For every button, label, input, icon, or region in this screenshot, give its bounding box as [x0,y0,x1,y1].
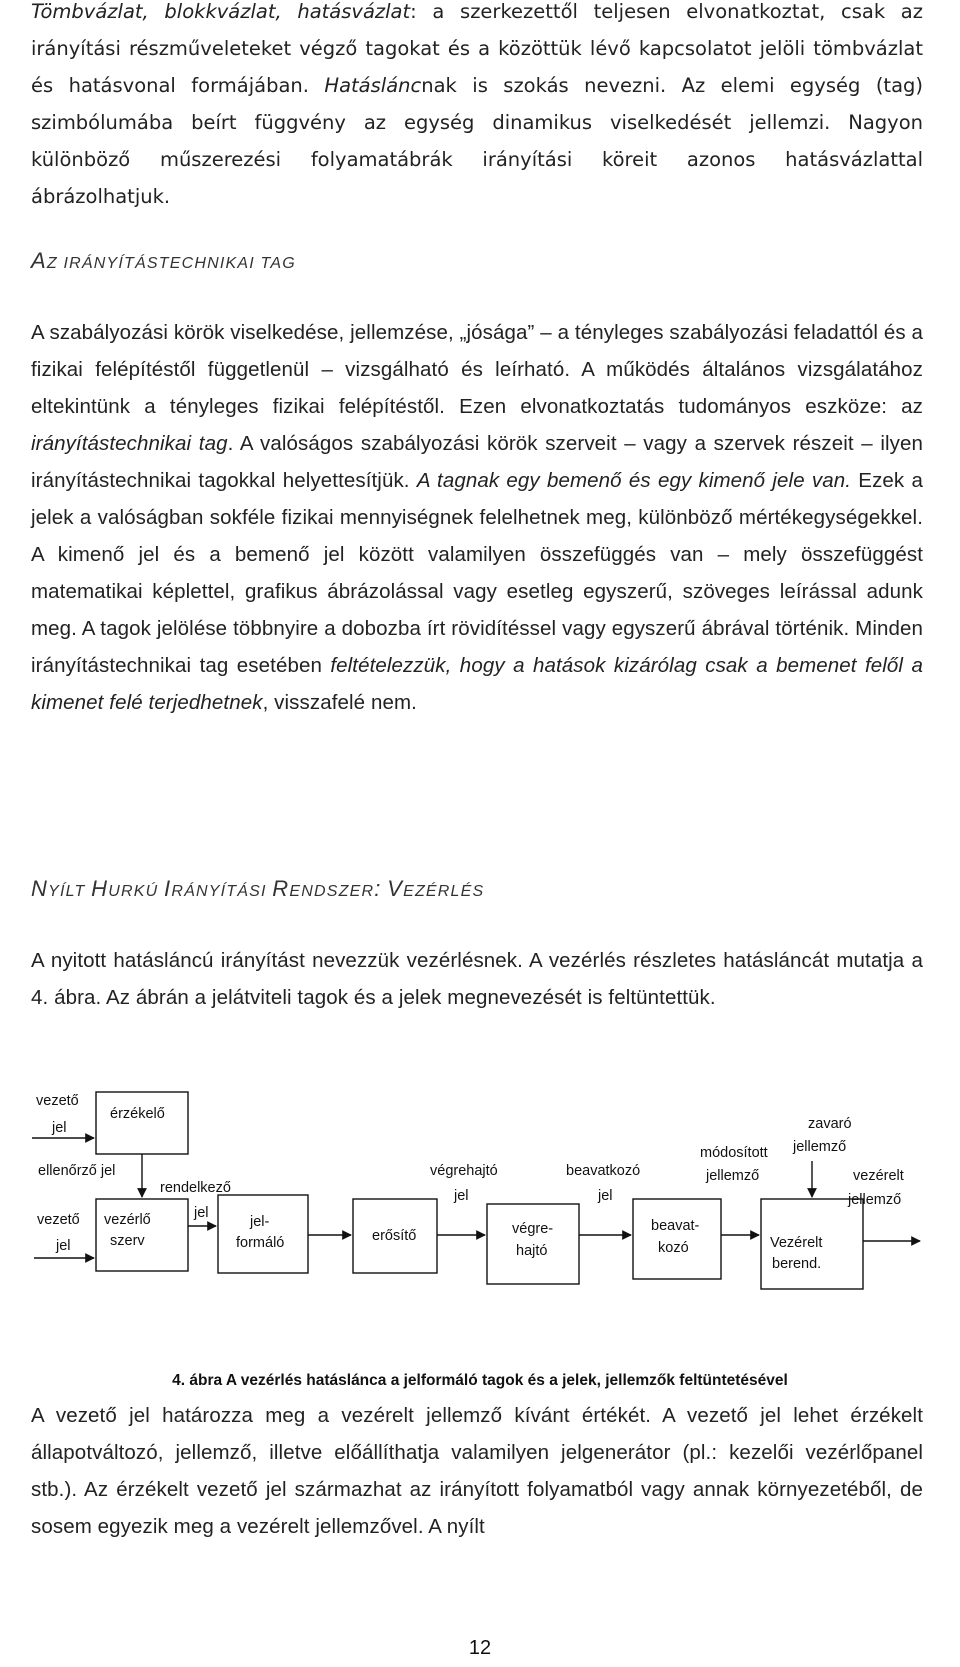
open-loop-paragraph: A nyitott hatásláncú irányítást nevezzük vezérlésnek. A vezérlés részletes hatásláncát mutatja a 4. ábra. Az ábrán a jelátviteli tagok és a jelek megnevezését is feltüntettük. [31,949,923,1009]
svg-text:Vezérelt: Vezérelt [770,1235,823,1251]
svg-text:beavat-: beavat- [651,1218,700,1234]
label-rendelkezo-jel: rendelkező [160,1180,231,1196]
box-jelformalo [218,1195,308,1273]
label-ellenorzo-jel: ellenőrző jel [38,1163,116,1179]
svg-text:jel-: jel- [250,1214,270,1230]
label-modositott-jellemzo: módosított [700,1145,768,1161]
box-erzekelo-label: érzékelő [110,1106,165,1122]
emphasis-direction: feltételezzük, hogy a hatások kizárólag csak a bemenet felől a kimenet felé terjedhetnek [31,654,923,714]
figure-caption: 4. ábra A vezérlés hatáslánca a jelformáló tagok és a jelek, jellemzők feltüntetésével [172,1372,788,1389]
svg-text:hajtó: hajtó [516,1243,548,1259]
svg-text:jel: jel [598,1188,613,1204]
label-zavaro-jellemzo: zavaró [808,1116,852,1132]
box-beavatkozo [633,1199,721,1279]
section-heading-open-loop: NYÍLT HURKÚ IRÁNYÍTÁSI RENDSZER: VEZÉRLÉS [31,876,485,901]
page-number: 12 [468,1637,492,1659]
svg-text:jel: jel [56,1238,71,1254]
svg-text:jel: jel [52,1120,67,1136]
svg-text:jel: jel [194,1205,209,1221]
svg-text:jellemző: jellemző [706,1168,760,1184]
svg-text:jellemző: jellemző [793,1139,847,1155]
svg-text:formáló: formáló [236,1235,285,1251]
term-iranyitastechnikai-tag: irányítástechnikai tag [31,432,228,455]
svg-text:végre-: végre- [512,1221,554,1237]
emphasis-one-input-output: A tagnak egy bemenő és egy kimenő jele van. [416,469,852,492]
closing-paragraph: A vezető jel határozza meg a vezérelt jellemző kívánt értékét. A vezető jel lehet érzékelt állapotváltozó, jellemző, illetve előállíthatja valamilyen jelgenerátor (pl.: kezelői vezérlőpanel stb.). Az érzékelt vezető jel származhat az irányított folyamatból vagy annak környezetéből, de sosem egyezik meg a vezérelt jellemzővel. A nyílt [31,1404,923,1538]
label-beavatkozo-jel: beavatkozó [566,1163,641,1179]
svg-text:szerv: szerv [110,1233,145,1249]
intro-paragraph: Tömbvázlat, blokkvázlat, hatásvázlat: a szerkezettől teljesen elvonatkoztat, csak az irányítási részműveleteket végző tagokat és a közöttük lévő kapcsolatot jelöli tömbvázlat és hatásvonal formájában. Hatásláncnak is szokás nevezni. Az elemi egység (tag) szimbólumába beírt függvény az egység dinamikus viselkedését jellemzi. Nagyon különböző műszerezési folyamatábrák irányítási köreit azonos hatásvázlattal ábrázolhatjuk. [31,0,924,208]
label-vezeto-jel: vezető [37,1212,80,1228]
svg-text:kozó: kozó [658,1240,689,1256]
svg-text:erősítő: erősítő [372,1228,417,1244]
label-vezerelt-jellemzo: vezérelt [853,1168,904,1184]
term-hataslanc: Hatáslánc [324,74,422,97]
svg-text:jel: jel [454,1188,469,1204]
box-erzekelo [96,1092,188,1154]
svg-text:vezérlő: vezérlő [104,1212,151,1228]
term-tombvazlat: Tömbvázlat, blokkvázlat, hatásvázlat [31,0,411,23]
section-heading-tag: AZ IRÁNYÍTÁSTECHNIKAI TAG [31,248,296,273]
label-vegrehajto-jel: végrehajtó [430,1163,498,1179]
control-chain-diagram [0,1085,960,1355]
tag-paragraph: A szabályozási körök viselkedése, jellemzése, „jósága” – a tényleges szabályozási feladattól és a fizikai felépítéstől függetlenül – vizsgálható és leírható. A működés általános vizsgálatához eltekintünk a tényleges fizikai felépítéstől. Ezen elvonatkoztatás tudományos eszköze: az irányítástechnikai tag. A valóságos szabályozási körök szerveit – vagy a szervek részeit – ilyen irányítástechnikai tagokkal helyettesítjük. A tagnak egy bemenő és egy kimenő jele van. Ezek a jelek a valóságban sokféle fizikai mennyiségnek felelhetnek meg, különböző mértékegységekkel. A kimenő jel és a bemenő jel között valamilyen összefüggés van – mely összefüggést matematikai képlettel, grafikus ábrázolással vagy esetleg egyszerű, szöveges leírással adunk meg. A tagok jelölése többnyire a dobozba írt rövidítéssel vagy egyszerű ábrával történik. Minden irányítástechnikai tag esetében feltételezzük, hogy a hatások kizárólag csak a bemenet felől a kimenet felé terjedhetnek, visszafelé nem. [31,321,923,714]
label-vezeto-jel-top: vezető [36,1093,79,1109]
svg-text:jellemző: jellemző [848,1192,902,1208]
svg-text:berend.: berend. [772,1256,822,1272]
